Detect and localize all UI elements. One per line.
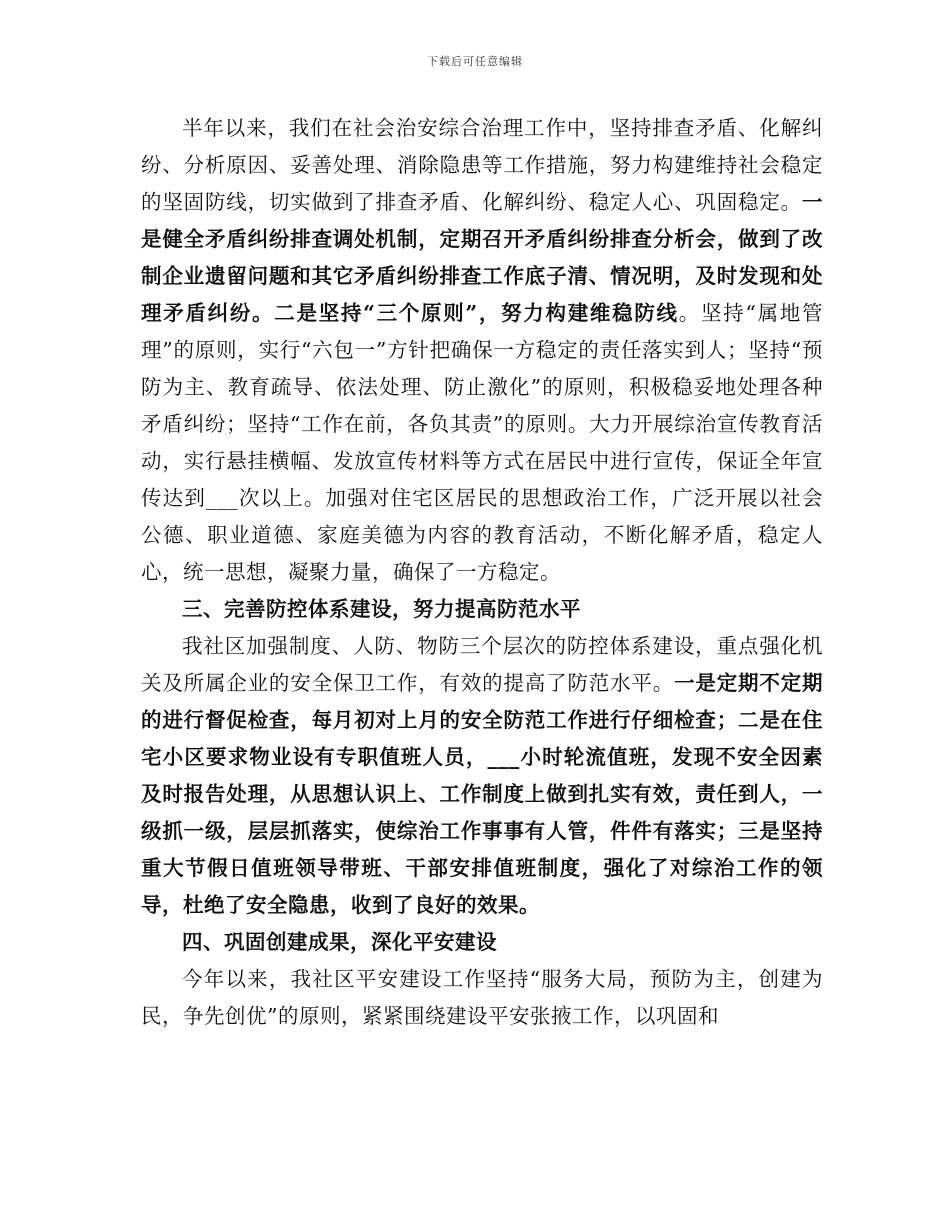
document-body: [141, 110, 823, 1035]
paragraph-safety-building: [141, 961, 823, 1035]
text-run: 今年以来，我社区平安建设工作坚持“服务大局，预防为主，创建为民，争先创优”的原则，紧紧围绕建设平安张掖工作，以巩固和: [141, 967, 823, 1028]
text-run-bold: 一是健全矛盾纠纷排查调处机制，定期召开矛盾纠纷排查分析会，做到了改制企业遗留问题和其它矛盾纠纷排查工作底子清、情况明，及时发现和处理矛盾纠纷。二是坚持“三个原则”，努力构建维稳防线: [141, 190, 823, 325]
paragraph-prevention: [141, 628, 823, 924]
page-header: 下载后可任意编辑: [427, 55, 523, 68]
paragraph-stability: [141, 110, 823, 591]
section-heading-3: 三、完善防控体系建设，努力提高防范水平: [182, 597, 581, 621]
section-heading-4: 四、巩固创建成果，深化平安建设: [182, 930, 497, 954]
text-run: 我社区加强制度、人防、物防三个层次的防控体系建设，重点强化机关及所属企业的安全保卫工作，有效的提高了防范水平。: [141, 634, 823, 695]
text-run: 半年以来，我们在社会治安综合治理工作中，坚持排查矛盾、化解纠纷、分析原因、妥善处理、消除隐患等工作措施，努力构建维持社会稳定的坚固防线，切实做到了排查矛盾、化解纠纷、稳定人心、巩固稳定。: [141, 116, 823, 214]
text-run-bold: 一是定期不定期的进行督促检查，每月初对上月的安全防范工作进行仔细检查；二是在住宅小区要求物业设有专职值班人员，___小时轮流值班，发现不安全因素及时报告处理，从思想认识上、工作制度上做到扎实有效，责任到人，一级抓一级，层层抓落实，使综治工作事事有人管，件件有落实；三是坚持重大节假日值班领导带班、干部安排值班制度，强化了对综治工作的领导，杜绝了安全隐患，收到了良好的效果。: [141, 671, 824, 917]
text-run: 。坚持“属地管理”的原则，实行“六包一”方针把确保一方稳定的责任落实到人；坚持“预防为主、教育疏导、依法处理、防止激化”的原则，积极稳妥地处理各种矛盾纠纷；坚持“工作在前，各负其责”的原则。大力开展综治宣传教育活动，实行悬挂横幅、发放宣传材料等方式在居民中进行宣传，保证全年宣传达到___次以上。加强对住宅区居民的思想政治工作，广泛开展以社会公德、职业道德、家庭美德为内容的教育活动，不断化解矛盾，稳定人心，统一思想，凝聚力量，确保了一方稳定。: [141, 301, 823, 584]
